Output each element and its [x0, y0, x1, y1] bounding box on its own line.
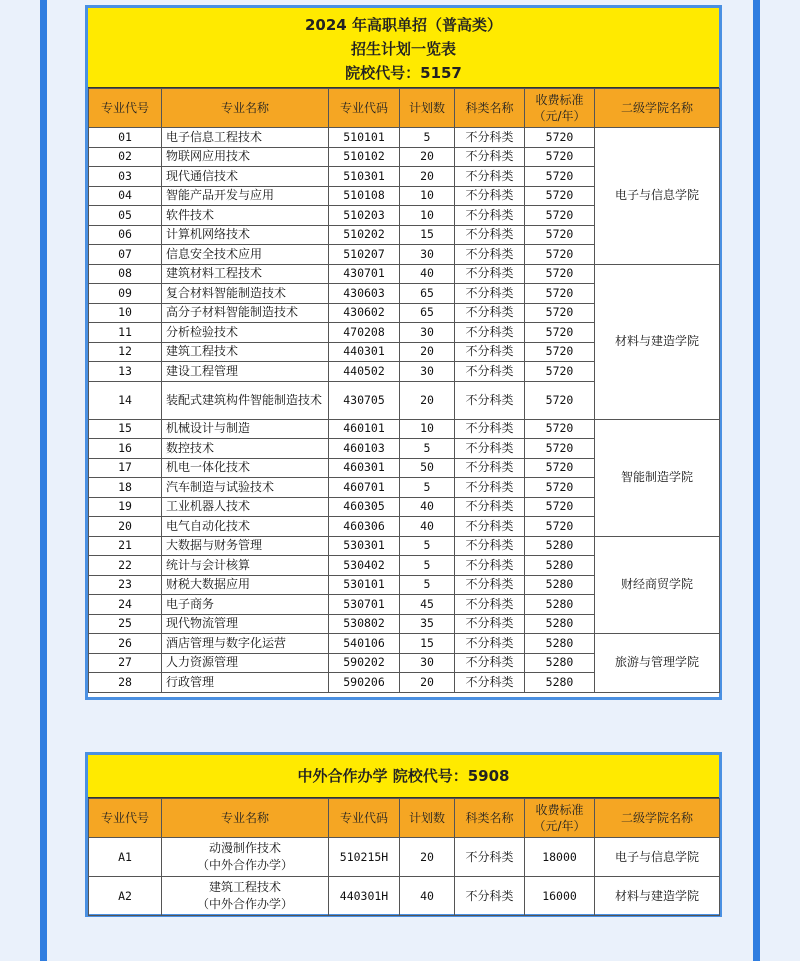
table1-title-line2: 招生计划一览表	[350, 40, 456, 58]
major-name-line: 动漫制作技术	[208, 841, 281, 855]
major-name-cell: 汽车制造与试验技术	[162, 478, 329, 498]
major-code-cell: 460306	[329, 517, 400, 537]
category-cell: 不分科类	[455, 303, 525, 323]
table1-header	[89, 89, 720, 128]
major-code-cell: 510202	[329, 225, 400, 245]
major-id-cell: 01	[89, 128, 162, 148]
major-id-cell: 27	[89, 653, 162, 673]
right-accent-stripe	[753, 0, 760, 961]
category-cell: 不分科类	[455, 323, 525, 343]
major-code-cell: 440502	[329, 362, 400, 382]
plan-count-cell: 50	[400, 458, 455, 478]
column-header: 专业代码	[329, 799, 400, 838]
fee-cell: 5720	[525, 419, 595, 439]
plan-count-cell: 15	[400, 634, 455, 654]
table-row	[89, 128, 720, 148]
fee-cell: 5720	[525, 186, 595, 206]
major-code-cell: 510101	[329, 128, 400, 148]
major-name-cell: 财税大数据应用	[162, 575, 329, 595]
major-id-cell: 05	[89, 206, 162, 226]
fee-cell: 5720	[525, 264, 595, 284]
fee-cell: 5720	[525, 517, 595, 537]
fee-cell: 18000	[525, 838, 595, 877]
major-name-cell: 行政管理	[162, 673, 329, 693]
plan-count-cell: 20	[400, 381, 455, 419]
category-cell: 不分科类	[455, 225, 525, 245]
column-header: 科类名称	[455, 799, 525, 838]
major-code-cell: 470208	[329, 323, 400, 343]
plan-count-cell: 10	[400, 186, 455, 206]
major-code-cell: 460101	[329, 419, 400, 439]
major-code-cell: 540106	[329, 634, 400, 654]
column-header: 计划数	[400, 89, 455, 128]
major-id-cell: 10	[89, 303, 162, 323]
major-name-cell: 软件技术	[162, 206, 329, 226]
category-cell: 不分科类	[455, 419, 525, 439]
category-cell: 不分科类	[455, 517, 525, 537]
category-cell: 不分科类	[455, 439, 525, 459]
major-code-cell: 510207	[329, 245, 400, 265]
category-cell: 不分科类	[455, 478, 525, 498]
major-code-cell: 510215H	[329, 838, 400, 877]
plan-count-cell: 30	[400, 653, 455, 673]
major-id-cell: 03	[89, 167, 162, 187]
college-name-cell: 材料与建造学院	[595, 264, 720, 419]
major-name-cell: 计算机网络技术	[162, 225, 329, 245]
plan-count-cell: 40	[400, 517, 455, 537]
fee-cell: 16000	[525, 877, 595, 916]
fee-cell: 5280	[525, 673, 595, 693]
major-id-cell: 19	[89, 497, 162, 517]
major-name-cell: 智能产品开发与应用	[162, 186, 329, 206]
column-header: 专业名称	[162, 89, 329, 128]
major-id-cell: 23	[89, 575, 162, 595]
fee-cell: 5720	[525, 225, 595, 245]
major-name-cell: 电子商务	[162, 595, 329, 615]
table-row	[89, 634, 720, 654]
fee-cell: 5720	[525, 478, 595, 498]
college-name-cell: 旅游与管理学院	[595, 634, 720, 693]
category-cell: 不分科类	[455, 245, 525, 265]
plan-count-cell: 30	[400, 245, 455, 265]
plan-count-cell: 10	[400, 419, 455, 439]
fee-cell: 5280	[525, 536, 595, 556]
major-name-cell: 建筑工程技术	[162, 342, 329, 362]
major-id-cell: 15	[89, 419, 162, 439]
plan-count-cell: 5	[400, 439, 455, 459]
plan-count-cell: 5	[400, 536, 455, 556]
table-row	[89, 536, 720, 556]
fee-cell: 5720	[525, 362, 595, 382]
major-code-cell: 530101	[329, 575, 400, 595]
fee-cell: 5720	[525, 497, 595, 517]
column-header: 二级学院名称	[595, 799, 720, 838]
college-name-cell: 财经商贸学院	[595, 536, 720, 634]
major-name-note: （中外合作办学）	[196, 858, 293, 872]
major-code-cell: 530402	[329, 556, 400, 576]
major-name-cell	[162, 838, 329, 877]
fee-cell: 5720	[525, 303, 595, 323]
major-code-cell: 430602	[329, 303, 400, 323]
category-cell: 不分科类	[455, 536, 525, 556]
major-id-cell: 12	[89, 342, 162, 362]
category-cell: 不分科类	[455, 128, 525, 148]
plan-count-cell: 15	[400, 225, 455, 245]
major-code-cell: 530701	[329, 595, 400, 615]
category-cell: 不分科类	[455, 556, 525, 576]
joint-program-panel	[85, 752, 722, 917]
major-code-cell: 430705	[329, 381, 400, 419]
college-name-cell: 电子与信息学院	[595, 838, 720, 877]
category-cell: 不分科类	[455, 342, 525, 362]
major-id-cell: 17	[89, 458, 162, 478]
fee-cell: 5720	[525, 458, 595, 478]
left-accent-stripe	[40, 0, 47, 961]
major-id-cell: 06	[89, 225, 162, 245]
category-cell: 不分科类	[455, 497, 525, 517]
plan-count-cell: 20	[400, 673, 455, 693]
category-cell: 不分科类	[455, 362, 525, 382]
fee-cell: 5720	[525, 245, 595, 265]
major-name-cell: 物联网应用技术	[162, 147, 329, 167]
major-name-cell: 复合材料智能制造技术	[162, 284, 329, 304]
plan-count-cell: 5	[400, 478, 455, 498]
fee-cell: 5720	[525, 381, 595, 419]
table1-title-box	[88, 8, 719, 88]
major-code-cell: 510102	[329, 147, 400, 167]
major-code-cell: 440301	[329, 342, 400, 362]
category-cell: 不分科类	[455, 147, 525, 167]
major-code-cell: 460103	[329, 439, 400, 459]
major-code-cell: 460301	[329, 458, 400, 478]
major-name-cell	[162, 877, 329, 916]
major-code-cell: 460305	[329, 497, 400, 517]
major-id-cell: 04	[89, 186, 162, 206]
major-name-cell: 分析检验技术	[162, 323, 329, 343]
plan-count-cell: 5	[400, 556, 455, 576]
table1-title-line1: 2024 年高职单招（普高类）	[305, 16, 502, 34]
major-name-cell: 电气自动化技术	[162, 517, 329, 537]
major-id-cell: 21	[89, 536, 162, 556]
major-name-note: （中外合作办学）	[196, 897, 293, 911]
plan-count-cell: 40	[400, 877, 455, 916]
fee-cell: 5280	[525, 575, 595, 595]
plan-count-cell: 35	[400, 614, 455, 634]
major-code-cell: 510301	[329, 167, 400, 187]
major-id-cell: A2	[89, 877, 162, 916]
major-code-cell: 530802	[329, 614, 400, 634]
column-header: 专业代码	[329, 89, 400, 128]
header-row	[89, 799, 720, 838]
category-cell: 不分科类	[455, 284, 525, 304]
major-name-cell: 装配式建筑构件智能制造技术	[162, 381, 329, 419]
major-code-cell: 590202	[329, 653, 400, 673]
enrollment-plan-table	[88, 88, 720, 693]
column-header: 专业名称	[162, 799, 329, 838]
major-id-cell: 26	[89, 634, 162, 654]
plan-count-cell: 30	[400, 362, 455, 382]
enrollment-plan-panel	[85, 5, 722, 700]
column-header: 科类名称	[455, 89, 525, 128]
major-name-cell: 数控技术	[162, 439, 329, 459]
fee-cell: 5280	[525, 556, 595, 576]
major-id-cell: 24	[89, 595, 162, 615]
major-id-cell: 14	[89, 381, 162, 419]
fee-cell: 5720	[525, 342, 595, 362]
major-code-cell: 510203	[329, 206, 400, 226]
major-code-cell: 510108	[329, 186, 400, 206]
fee-cell: 5280	[525, 614, 595, 634]
fee-cell: 5280	[525, 595, 595, 615]
major-id-cell: 20	[89, 517, 162, 537]
category-cell: 不分科类	[455, 877, 525, 916]
major-id-cell: 09	[89, 284, 162, 304]
joint-program-table	[88, 798, 720, 916]
major-name-cell: 大数据与财务管理	[162, 536, 329, 556]
table1-body	[89, 128, 720, 693]
major-name-cell: 建筑材料工程技术	[162, 264, 329, 284]
table2-header	[89, 799, 720, 838]
major-id-cell: 25	[89, 614, 162, 634]
category-cell: 不分科类	[455, 264, 525, 284]
major-code-cell: 430701	[329, 264, 400, 284]
category-cell: 不分科类	[455, 186, 525, 206]
plan-count-cell: 65	[400, 303, 455, 323]
fee-cell: 5720	[525, 128, 595, 148]
major-code-cell: 430603	[329, 284, 400, 304]
college-name-cell: 智能制造学院	[595, 419, 720, 536]
major-name-cell: 现代物流管理	[162, 614, 329, 634]
category-cell: 不分科类	[455, 614, 525, 634]
plan-count-cell: 5	[400, 128, 455, 148]
major-name-cell: 电子信息工程技术	[162, 128, 329, 148]
column-header: 收费标准 （元/年）	[525, 799, 595, 838]
major-name-cell: 机电一体化技术	[162, 458, 329, 478]
plan-count-cell: 20	[400, 342, 455, 362]
major-name-cell: 酒店管理与数字化运营	[162, 634, 329, 654]
table-row	[89, 838, 720, 877]
major-id-cell: 18	[89, 478, 162, 498]
fee-cell: 5720	[525, 206, 595, 226]
category-cell: 不分科类	[455, 381, 525, 419]
fee-cell: 5720	[525, 147, 595, 167]
major-code-cell: 590206	[329, 673, 400, 693]
major-name-cell: 工业机器人技术	[162, 497, 329, 517]
header-row	[89, 89, 720, 128]
major-name-line: 建筑工程技术	[208, 880, 281, 894]
major-id-cell: 11	[89, 323, 162, 343]
plan-count-cell: 65	[400, 284, 455, 304]
table2-title-box: 中外合作办学 院校代号：5908	[88, 755, 719, 798]
fee-cell: 5720	[525, 439, 595, 459]
column-header: 二级学院名称	[595, 89, 720, 128]
fee-cell: 5720	[525, 323, 595, 343]
table1-title-line3: 院校代号：5157	[345, 64, 462, 82]
college-name-cell: 材料与建造学院	[595, 877, 720, 916]
plan-count-cell: 30	[400, 323, 455, 343]
major-name-cell: 机械设计与制造	[162, 419, 329, 439]
plan-count-cell: 40	[400, 497, 455, 517]
plan-count-cell: 20	[400, 838, 455, 877]
column-header: 专业代号	[89, 799, 162, 838]
table2-body	[89, 838, 720, 916]
major-code-cell: 460701	[329, 478, 400, 498]
major-name-cell: 信息安全技术应用	[162, 245, 329, 265]
column-header: 收费标准 （元/年）	[525, 89, 595, 128]
table-row	[89, 877, 720, 916]
table-row	[89, 264, 720, 284]
major-name-cell: 人力资源管理	[162, 653, 329, 673]
fee-cell: 5280	[525, 653, 595, 673]
major-id-cell: 02	[89, 147, 162, 167]
major-id-cell: 28	[89, 673, 162, 693]
major-id-cell: 22	[89, 556, 162, 576]
category-cell: 不分科类	[455, 838, 525, 877]
major-id-cell: 16	[89, 439, 162, 459]
category-cell: 不分科类	[455, 167, 525, 187]
plan-count-cell: 45	[400, 595, 455, 615]
plan-count-cell: 20	[400, 167, 455, 187]
fee-cell: 5720	[525, 167, 595, 187]
major-name-cell: 高分子材料智能制造技术	[162, 303, 329, 323]
plan-count-cell: 20	[400, 147, 455, 167]
major-id-cell: 13	[89, 362, 162, 382]
plan-count-cell: 40	[400, 264, 455, 284]
major-id-cell: 07	[89, 245, 162, 265]
category-cell: 不分科类	[455, 653, 525, 673]
category-cell: 不分科类	[455, 634, 525, 654]
major-name-cell: 建设工程管理	[162, 362, 329, 382]
college-name-cell: 电子与信息学院	[595, 128, 720, 265]
plan-count-cell: 5	[400, 575, 455, 595]
category-cell: 不分科类	[455, 458, 525, 478]
category-cell: 不分科类	[455, 575, 525, 595]
category-cell: 不分科类	[455, 206, 525, 226]
plan-count-cell: 10	[400, 206, 455, 226]
major-name-cell: 统计与会计核算	[162, 556, 329, 576]
fee-cell: 5280	[525, 634, 595, 654]
major-code-cell: 440301H	[329, 877, 400, 916]
major-code-cell: 530301	[329, 536, 400, 556]
fee-cell: 5720	[525, 284, 595, 304]
category-cell: 不分科类	[455, 595, 525, 615]
major-id-cell: 08	[89, 264, 162, 284]
category-cell: 不分科类	[455, 673, 525, 693]
major-name-cell: 现代通信技术	[162, 167, 329, 187]
column-header: 计划数	[400, 799, 455, 838]
major-id-cell: A1	[89, 838, 162, 877]
table-row	[89, 419, 720, 439]
column-header: 专业代号	[89, 89, 162, 128]
